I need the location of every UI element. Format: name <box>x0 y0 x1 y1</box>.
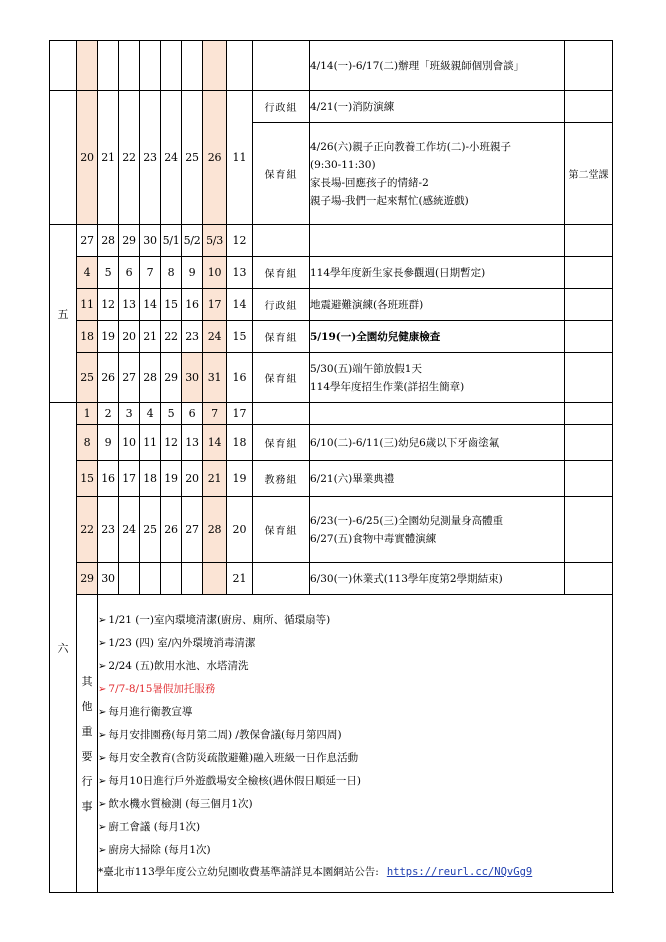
day-cell: 31 <box>203 353 227 403</box>
other-matters-row <box>50 595 613 893</box>
unit-cell: 保育組 <box>253 497 310 563</box>
day-cell: 16 <box>182 289 203 321</box>
day-cell: 30 <box>140 225 161 257</box>
day-cell: 24 <box>119 497 140 563</box>
day-cell: 24 <box>203 321 227 353</box>
note-cell <box>565 497 613 563</box>
arrow-bullet-icon: ➢ <box>98 614 107 626</box>
note-cell <box>565 91 613 123</box>
list-item-text: 7/7-8/15暑假加托服務 <box>108 682 216 695</box>
event-cell <box>310 403 565 425</box>
day-cell: 30 <box>98 563 119 595</box>
event-line: 4/26(六)親子正向教養工作坊(二)-小班親子 <box>310 140 512 153</box>
event-cell <box>310 353 565 403</box>
day-cell <box>119 563 140 595</box>
event-cell <box>310 257 565 289</box>
table-row <box>50 225 613 257</box>
arrow-bullet-icon: ➢ <box>98 844 107 856</box>
event-line: 114學年度招生作業(詳招生簡章) <box>310 380 465 393</box>
list-item-text: 飲水機水質檢測 (每三個月1次) <box>108 797 253 810</box>
day-cell: 28 <box>140 353 161 403</box>
unit-cell <box>253 563 310 595</box>
day-cell: 25 <box>140 497 161 563</box>
day-cell: 28 <box>98 225 119 257</box>
week-number: 19 <box>227 461 253 497</box>
event-line: 4/14(一)-6/17(二)辦理「班級親師個別會談」 <box>310 59 525 72</box>
week-number: 18 <box>227 425 253 461</box>
list-item-text: 廚房大掃除 (每月1次) <box>108 843 211 856</box>
event-cell <box>310 123 565 225</box>
day-cell: 25 <box>182 91 203 225</box>
table-row <box>50 403 613 425</box>
event-line: 6/30(一)休業式(113學年度第2學期結束) <box>310 572 503 585</box>
list-item <box>98 609 612 632</box>
arrow-bullet-icon: ➢ <box>98 729 107 741</box>
table-row <box>50 461 613 497</box>
note-cell <box>565 225 613 257</box>
note-cell <box>565 353 613 403</box>
day-cell: 11 <box>77 289 98 321</box>
heading-char: 行 <box>81 774 93 788</box>
day-cell: 17 <box>119 461 140 497</box>
event-cell <box>310 461 565 497</box>
list-item <box>98 770 612 793</box>
unit-cell <box>253 225 310 257</box>
day-cell: 7 <box>203 403 227 425</box>
week-number: 13 <box>227 257 253 289</box>
day-cell: 9 <box>98 425 119 461</box>
table-row <box>50 321 613 353</box>
day-cell: 21 <box>98 91 119 225</box>
day-cell: 7 <box>140 257 161 289</box>
day-cell: 19 <box>98 321 119 353</box>
list-item <box>98 747 612 770</box>
note-cell <box>565 289 613 321</box>
arrow-bullet-icon: ➢ <box>98 798 107 810</box>
day-cell <box>77 41 98 91</box>
month-cell <box>50 91 77 225</box>
day-cell: 4 <box>77 257 98 289</box>
list-item <box>98 724 612 747</box>
day-cell: 23 <box>98 497 119 563</box>
day-cell: 12 <box>98 289 119 321</box>
table-row <box>50 41 613 91</box>
table-row <box>50 425 613 461</box>
unit-cell: 保育組 <box>253 425 310 461</box>
month-cell <box>50 41 77 91</box>
list-item <box>98 655 612 678</box>
day-cell: 29 <box>161 353 182 403</box>
event-line: 6/21(六)畢業典禮 <box>310 472 395 485</box>
day-cell: 20 <box>77 91 98 225</box>
table-row <box>50 289 613 321</box>
unit-cell: 行政組 <box>253 91 310 123</box>
day-cell: 27 <box>77 225 98 257</box>
day-cell: 24 <box>161 91 182 225</box>
arrow-bullet-icon: ➢ <box>98 752 107 764</box>
day-cell: 28 <box>203 497 227 563</box>
day-cell: 14 <box>140 289 161 321</box>
day-cell: 29 <box>119 225 140 257</box>
day-cell: 6 <box>182 403 203 425</box>
arrow-bullet-icon: ➢ <box>98 660 107 672</box>
event-line: 家長場-回應孩子的情緒-2 <box>310 176 429 189</box>
list-item-text: 每月安排園務(每月第二周) /教保會議(每月第四周) <box>108 728 342 741</box>
event-cell <box>310 41 565 91</box>
day-cell: 11 <box>140 425 161 461</box>
calendar-sheet <box>49 40 612 893</box>
website-link[interactable]: https://reurl.cc/NQvGg9 <box>386 865 533 878</box>
week-number <box>227 41 253 91</box>
day-cell <box>140 563 161 595</box>
day-cell: 5/1 <box>161 225 182 257</box>
day-cell: 30 <box>182 353 203 403</box>
day-cell: 27 <box>182 497 203 563</box>
event-cell <box>310 225 565 257</box>
day-cell: 23 <box>182 321 203 353</box>
week-number: 15 <box>227 321 253 353</box>
list-item <box>98 793 612 816</box>
event-cell <box>310 91 565 123</box>
event-cell <box>310 289 565 321</box>
event-line: 6/10(二)-6/11(三)幼兒6歲以下牙齒塗氟 <box>310 436 500 449</box>
unit-cell: 保育組 <box>253 321 310 353</box>
day-cell: 18 <box>77 321 98 353</box>
list-item-text: 1/21 (一)室內環境清潔(廚房、廁所、循環扇等) <box>108 613 331 626</box>
day-cell: 12 <box>161 425 182 461</box>
week-number: 21 <box>227 563 253 595</box>
day-cell <box>161 41 182 91</box>
day-cell <box>203 41 227 91</box>
unit-cell <box>253 41 310 91</box>
day-cell: 22 <box>77 497 98 563</box>
list-item-text: 1/23 (四) 室/內外環境消毒清潔 <box>108 636 256 649</box>
note-cell <box>565 425 613 461</box>
heading-char: 事 <box>81 799 93 813</box>
event-line: 5/30(五)端午節放假1天 <box>310 362 422 375</box>
day-cell: 5/3 <box>203 225 227 257</box>
note-cell <box>565 563 613 595</box>
list-item-text: 每月進行衛教宣導 <box>108 705 193 718</box>
day-cell: 19 <box>161 461 182 497</box>
day-cell <box>161 563 182 595</box>
unit-cell: 保育組 <box>253 123 310 225</box>
unit-cell: 保育組 <box>253 257 310 289</box>
unit-cell: 行政組 <box>253 289 310 321</box>
table-row <box>50 257 613 289</box>
day-cell: 25 <box>77 353 98 403</box>
week-number: 20 <box>227 497 253 563</box>
day-cell: 5/2 <box>182 225 203 257</box>
day-cell: 5 <box>98 257 119 289</box>
footnote-text: *臺北市113學年度公立幼兒園收費基準請詳見本園網站公告: <box>98 865 379 878</box>
day-cell: 27 <box>119 353 140 403</box>
day-cell: 15 <box>77 461 98 497</box>
day-cell <box>203 563 227 595</box>
day-cell: 26 <box>161 497 182 563</box>
day-cell: 10 <box>119 425 140 461</box>
event-line: (9:30-11:30) <box>310 158 376 171</box>
day-cell: 17 <box>203 289 227 321</box>
month-cell-may: 五 <box>50 225 77 403</box>
day-cell: 9 <box>182 257 203 289</box>
note-cell: 第二堂課 <box>565 123 613 225</box>
day-cell: 4 <box>140 403 161 425</box>
event-cell <box>310 497 565 563</box>
event-line: 114學年度新生家長參觀週(日期暫定) <box>310 266 486 279</box>
heading-char: 他 <box>81 699 93 713</box>
event-line: 5/19(一)全園幼兒健康檢查 <box>310 330 441 343</box>
arrow-bullet-icon: ➢ <box>98 775 107 787</box>
unit-cell <box>253 403 310 425</box>
day-cell <box>182 41 203 91</box>
day-cell: 15 <box>161 289 182 321</box>
note-cell <box>565 257 613 289</box>
day-cell: 20 <box>182 461 203 497</box>
day-cell: 8 <box>77 425 98 461</box>
day-cell: 18 <box>140 461 161 497</box>
note-cell <box>565 321 613 353</box>
list-item <box>98 678 612 701</box>
day-cell: 23 <box>140 91 161 225</box>
day-cell <box>98 41 119 91</box>
list-item-text: 每月10日進行戶外遊戲場安全檢核(遇休假日順延一日) <box>108 774 361 787</box>
day-cell <box>140 41 161 91</box>
event-line: 6/27(五)食物中毒實體演練 <box>310 532 437 545</box>
note-cell <box>565 41 613 91</box>
day-cell: 5 <box>161 403 182 425</box>
event-line: 地震避難演練(各班班群) <box>310 298 424 311</box>
month-cell-june: 六 <box>50 403 77 893</box>
other-matters-list <box>98 595 613 893</box>
arrow-bullet-icon: ➢ <box>98 706 107 718</box>
event-line: 4/21(一)消防演練 <box>310 100 395 113</box>
note-cell <box>565 403 613 425</box>
heading-char: 其 <box>81 674 93 688</box>
heading-char: 要 <box>81 749 93 763</box>
day-cell: 20 <box>119 321 140 353</box>
event-line: 親子場-我們一起來幫忙(感統遊戲) <box>310 194 469 207</box>
list-item <box>98 701 612 724</box>
heading-char: 重 <box>81 724 93 738</box>
day-cell: 13 <box>182 425 203 461</box>
day-cell: 2 <box>98 403 119 425</box>
table-row <box>50 497 613 563</box>
table-row <box>50 91 613 123</box>
day-cell: 21 <box>140 321 161 353</box>
day-cell: 6 <box>119 257 140 289</box>
week-number: 14 <box>227 289 253 321</box>
day-cell: 22 <box>161 321 182 353</box>
other-matters-heading <box>77 595 98 893</box>
day-cell: 3 <box>119 403 140 425</box>
note-cell <box>565 461 613 497</box>
arrow-bullet-icon: ➢ <box>98 821 107 833</box>
day-cell: 22 <box>119 91 140 225</box>
event-cell <box>310 563 565 595</box>
list-item <box>98 816 612 839</box>
day-cell: 21 <box>203 461 227 497</box>
list-item <box>98 839 612 862</box>
day-cell: 1 <box>77 403 98 425</box>
unit-cell: 保育組 <box>253 353 310 403</box>
week-number: 16 <box>227 353 253 403</box>
day-cell: 14 <box>203 425 227 461</box>
list-item-text: 廚工會議 (每月1次) <box>108 820 201 833</box>
day-cell: 8 <box>161 257 182 289</box>
event-cell <box>310 321 565 353</box>
day-cell: 26 <box>203 91 227 225</box>
list-item <box>98 632 612 655</box>
table-row <box>50 353 613 403</box>
event-line: 6/23(一)-6/25(三)全園幼兒測量身高體重 <box>310 514 504 527</box>
table-row <box>50 563 613 595</box>
arrow-bullet-icon: ➢ <box>98 637 107 649</box>
school-calendar-table <box>49 40 613 893</box>
day-cell: 10 <box>203 257 227 289</box>
day-cell: 26 <box>98 353 119 403</box>
week-number: 11 <box>227 91 253 225</box>
event-cell <box>310 425 565 461</box>
list-item-text: 2/24 (五)飲用水池、水塔清洗 <box>108 659 249 672</box>
fee-footnote <box>98 864 612 879</box>
day-cell: 29 <box>77 563 98 595</box>
day-cell <box>182 563 203 595</box>
day-cell <box>119 41 140 91</box>
day-cell: 16 <box>98 461 119 497</box>
day-cell: 13 <box>119 289 140 321</box>
list-item-text: 每月安全教育(含防災疏散避難)融入班級一日作息活動 <box>108 751 359 764</box>
arrow-bullet-icon: ➢ <box>98 683 107 695</box>
week-number: 17 <box>227 403 253 425</box>
unit-cell: 教務組 <box>253 461 310 497</box>
week-number: 12 <box>227 225 253 257</box>
